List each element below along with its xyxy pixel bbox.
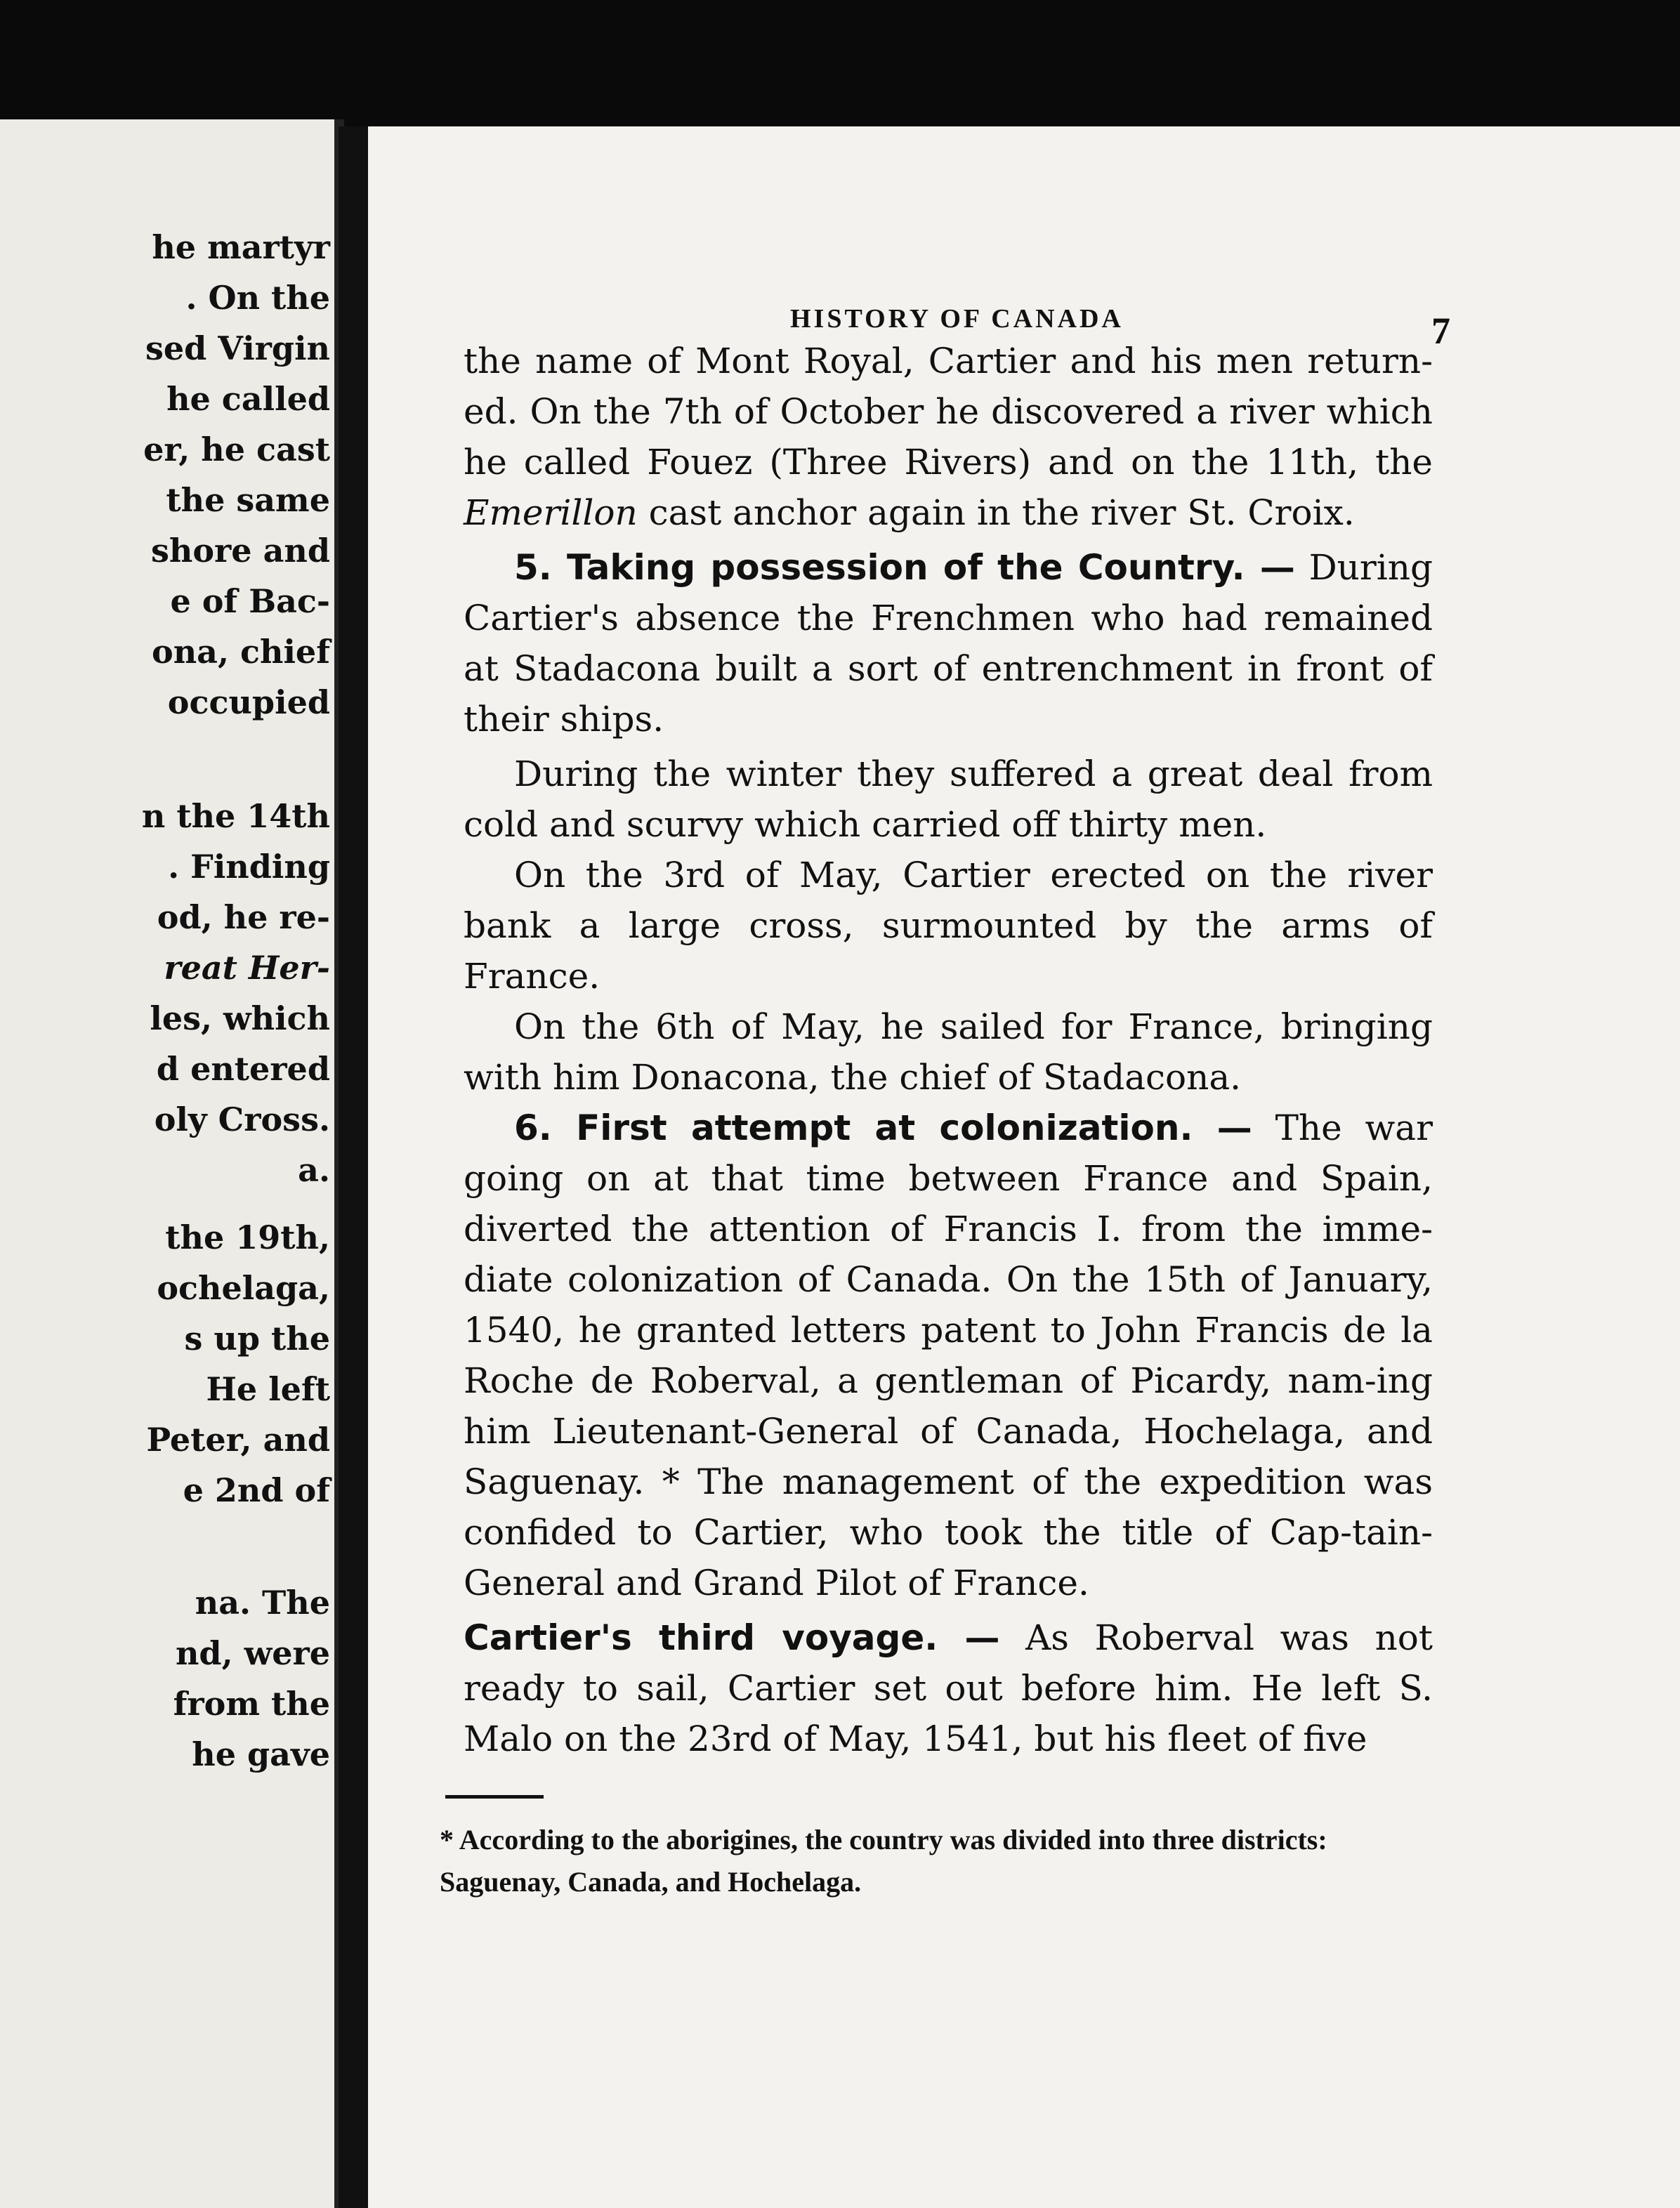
- left-page-line: . Finding: [168, 848, 330, 886]
- left-page-line: Peter, and: [146, 1421, 330, 1459]
- section-5: [464, 542, 1433, 744]
- left-facing-page: [0, 119, 339, 2208]
- left-page-line: er, he cast: [143, 431, 330, 468]
- left-page-line: the same: [166, 481, 330, 519]
- paragraph-return: [464, 336, 1433, 538]
- running-title: HISTORY OF CANADA: [790, 304, 1124, 334]
- footnote-rule: [445, 1795, 544, 1799]
- section-6: [464, 1103, 1433, 1608]
- left-page-line: he gave: [192, 1735, 330, 1773]
- left-page-line: a.: [298, 1151, 330, 1189]
- left-page-line: nd, were: [175, 1634, 330, 1672]
- left-page-line: . On the: [185, 279, 330, 317]
- left-page-line: d entered: [156, 1050, 330, 1088]
- left-page-line: from the: [173, 1685, 330, 1723]
- paragraph-winter: During the winter they suffered a great deal from cold and scurvy which carried off thirty men.: [464, 754, 1433, 845]
- left-page-line: s up the: [184, 1320, 330, 1358]
- left-page-line: na. The: [195, 1584, 330, 1622]
- left-page-line: ona, chief: [152, 633, 330, 671]
- left-page-line: He left: [206, 1370, 330, 1408]
- left-page-line: e of Bac-: [170, 582, 330, 620]
- paragraph-may-3: On the 3rd of May, Cartier erected on the river bank a large cross, surmounted by the arms of France.: [464, 855, 1433, 997]
- left-page-line: reat Her-: [164, 949, 330, 987]
- section-5-text: During Cartier's absence the Frenchmen who had remained at Stadacona built a sort of entrenchment in front of their ships.: [464, 547, 1433, 740]
- paragraph-return-end: cast anchor again in the river St. Croix.: [648, 492, 1355, 533]
- section-5-heading: 5. Taking possession of the Country. —: [514, 547, 1295, 588]
- left-page-line: oly Cross.: [154, 1100, 330, 1138]
- left-page-line: les, which: [150, 999, 330, 1037]
- footnote: * According to the aborigines, the country was divided into three districts: Saguenay, Canada, and Hochelaga.: [440, 1824, 1327, 1898]
- left-page-line: occupied: [167, 683, 330, 721]
- left-page-line: od, he re-: [157, 898, 330, 936]
- left-page-line: sed Virgin: [145, 329, 330, 367]
- left-page-line: the 19th,: [165, 1218, 330, 1256]
- section-6-heading: 6. First attempt at colonization. —: [514, 1108, 1252, 1148]
- section-6-text: The war going on at that time between France and Spain, diverted the attention of Francis I. from the imme-diate colonization of Canada. On the 15th of January, 1540, he granted letters patent to John Francis de la Roche de Roberval, a gentleman of Picardy, nam-ing him Lieutenant-General of Canada, Hochelaga, and Saguenay. * The management of the expedition was confided to Cartier, who took the title of Cap-tain-General and Grand Pilot of France.: [464, 1108, 1433, 1603]
- left-page-line: e 2nd of: [183, 1471, 330, 1509]
- page-number: 7: [1431, 310, 1450, 352]
- paragraph-may-6: On the 6th of May, he sailed for France, bringing with him Donacona, the chief of Stadacona.: [464, 1006, 1433, 1098]
- ship-name: Emerillon: [464, 492, 638, 533]
- section-third-voyage: [464, 1612, 1433, 1764]
- left-page-line: shore and: [151, 532, 330, 570]
- paragraph-return-text: the name of Mont Royal, Cartier and his men return-ed. On the 7th of October he discovered a river which he called Fouez (Three Rivers) and on the 11th, the: [464, 341, 1433, 482]
- left-page-line: n the 14th: [141, 797, 330, 835]
- third-voyage-heading: Cartier's third voyage. —: [464, 1617, 1000, 1658]
- third-voyage-text: As Roberval was not ready to sail, Cartier set out before him. He left S. Malo on the 23rd of May, 1541, but his fleet of five: [464, 1617, 1433, 1759]
- page-body: [464, 336, 1433, 1764]
- left-page-line: he martyr: [152, 228, 330, 266]
- book-gutter: [339, 126, 368, 2208]
- left-page-line: ochelaga,: [157, 1269, 330, 1307]
- left-page-line: he called: [166, 380, 330, 418]
